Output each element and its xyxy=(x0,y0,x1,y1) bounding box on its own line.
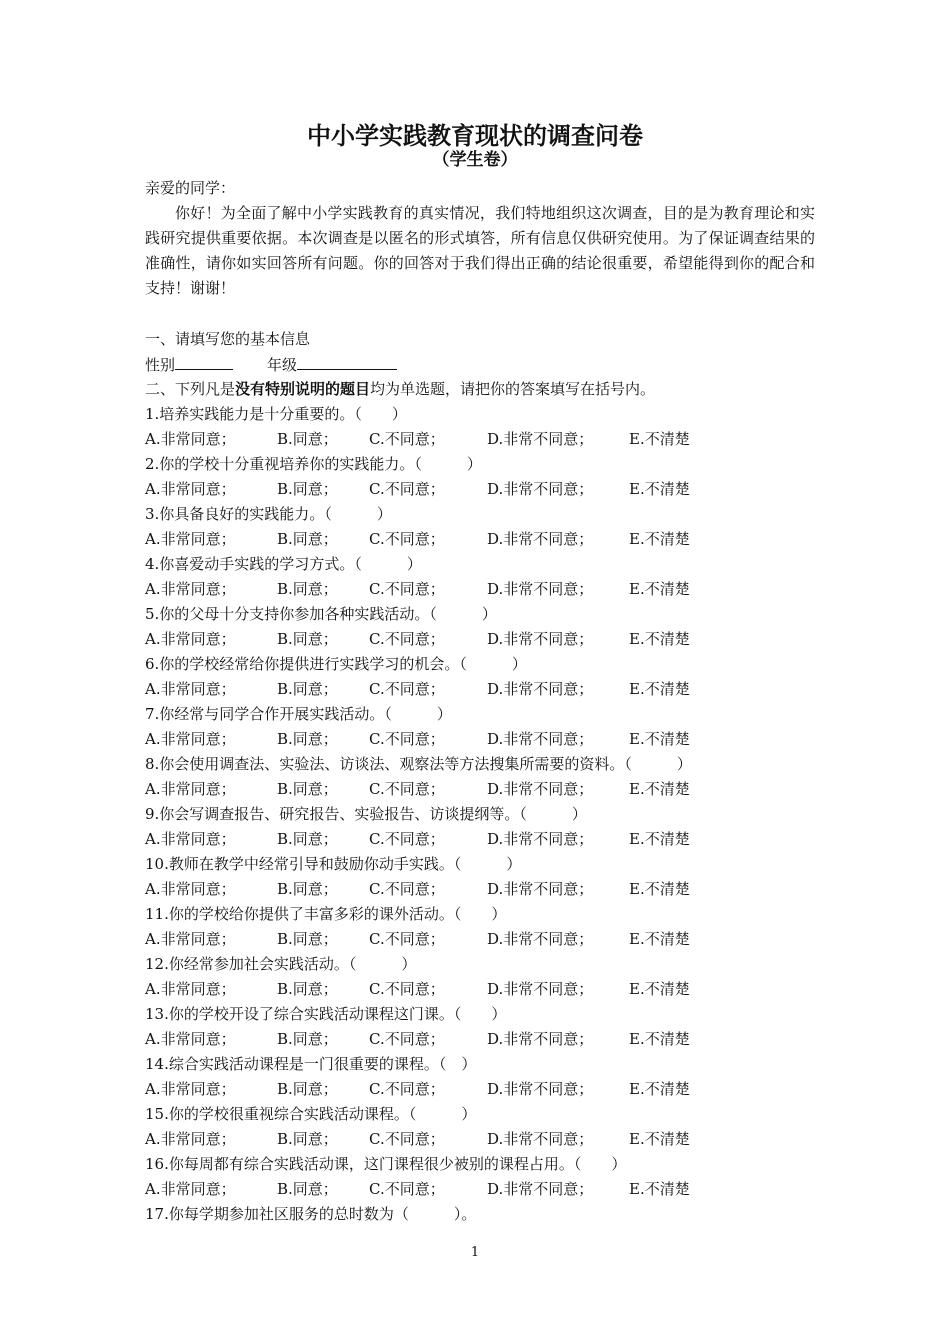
option-a: A.非常同意； xyxy=(145,630,236,648)
option-a: A.非常同意； xyxy=(145,930,236,948)
question-17: 17.你每学期参加社区服务的总时数为（ ）。 xyxy=(145,1205,477,1223)
option-a: A.非常同意； xyxy=(145,1130,236,1148)
section2-prefix: 二、下列凡是 xyxy=(145,380,236,398)
question-item: 1.培养实践能力是十分重要的。（ ） xyxy=(145,405,407,423)
options-row xyxy=(145,1077,815,1102)
options-row xyxy=(145,927,815,952)
question-item: 16.你每周都有综合实践活动课，这门课程很少被别的课程占用。（ ） xyxy=(145,1155,627,1173)
option-c: C.不同意； xyxy=(369,730,445,748)
options-row xyxy=(145,777,815,802)
option-b: B.同意； xyxy=(277,780,338,798)
option-b: B.同意； xyxy=(277,930,338,948)
option-e: E.不清楚 xyxy=(629,580,690,598)
option-d: D.非常不同意； xyxy=(487,980,594,998)
option-b: B.同意； xyxy=(277,1130,338,1148)
question-item: 3.你具备良好的实践能力。（ ） xyxy=(145,505,392,523)
option-d: D.非常不同意； xyxy=(487,1180,594,1198)
options-row xyxy=(145,627,815,652)
options-row xyxy=(145,1027,815,1052)
options-row xyxy=(145,827,815,852)
option-d: D.非常不同意； xyxy=(487,830,594,848)
page-title: 中小学实践教育现状的调查问卷 xyxy=(307,122,643,150)
page-number: 1 xyxy=(470,1245,480,1260)
option-c: C.不同意； xyxy=(369,930,445,948)
option-c: C.不同意； xyxy=(369,830,445,848)
grade-blank[interactable] xyxy=(297,352,397,370)
option-e: E.不清楚 xyxy=(629,830,690,848)
option-c: C.不同意； xyxy=(369,580,445,598)
option-b: B.同意； xyxy=(277,630,338,648)
question-item: 12.你经常参加社会实践活动。（ ） xyxy=(145,955,417,973)
option-b: B.同意； xyxy=(277,430,338,448)
option-b: B.同意； xyxy=(277,1180,338,1198)
option-c: C.不同意； xyxy=(369,1180,445,1198)
option-d: D.非常不同意； xyxy=(487,480,594,498)
question-item: 10.教师在教学中经常引导和鼓励你动手实践。（ ） xyxy=(145,855,522,873)
greeting: 亲爱的同学： xyxy=(145,179,236,197)
question-item: 11.你的学校给你提供了丰富多彩的课外活动。（ ） xyxy=(145,905,507,923)
question-item: 6.你的学校经常给你提供进行实践学习的机会。（ ） xyxy=(145,655,527,673)
question-item: 4.你喜爱动手实践的学习方式。（ ） xyxy=(145,555,422,573)
option-e: E.不清楚 xyxy=(629,430,690,448)
option-b: B.同意； xyxy=(277,830,338,848)
option-c: C.不同意； xyxy=(369,1030,445,1048)
option-d: D.非常不同意； xyxy=(487,1130,594,1148)
option-e: E.不清楚 xyxy=(629,880,690,898)
option-b: B.同意； xyxy=(277,480,338,498)
option-d: D.非常不同意； xyxy=(487,430,594,448)
option-a: A.非常同意； xyxy=(145,1080,236,1098)
option-c: C.不同意； xyxy=(369,630,445,648)
question-item: 15.你的学校很重视综合实践活动课程。（ ） xyxy=(145,1105,477,1123)
option-a: A.非常同意； xyxy=(145,1030,236,1048)
option-a: A.非常同意； xyxy=(145,530,236,548)
gender-label: 性别 xyxy=(145,356,176,374)
section1-heading: 一、请填写您的基本信息 xyxy=(145,330,311,348)
option-d: D.非常不同意； xyxy=(487,780,594,798)
option-d: D.非常不同意； xyxy=(487,680,594,698)
option-c: C.不同意； xyxy=(369,530,445,548)
question-item: 9.你会写调查报告、研究报告、实验报告、访谈提纲等。（ ） xyxy=(145,805,587,823)
page-subtitle: （学生卷） xyxy=(432,150,518,170)
option-e: E.不清楚 xyxy=(629,680,690,698)
option-a: A.非常同意； xyxy=(145,580,236,598)
option-e: E.不清楚 xyxy=(629,980,690,998)
option-c: C.不同意； xyxy=(369,780,445,798)
question-item: 8.你会使用调查法、实验法、访谈法、观察法等方法搜集所需要的资料。（ ） xyxy=(145,755,692,773)
document-body xyxy=(145,176,815,1227)
question-item: 5.你的父母十分支持你参加各种实践活动。（ ） xyxy=(145,605,497,623)
option-b: B.同意； xyxy=(277,880,338,898)
option-c: C.不同意； xyxy=(369,1080,445,1098)
options-row xyxy=(145,1177,815,1202)
option-c: C.不同意； xyxy=(369,680,445,698)
option-d: D.非常不同意； xyxy=(487,630,594,648)
option-a: A.非常同意； xyxy=(145,880,236,898)
option-e: E.不清楚 xyxy=(629,530,690,548)
option-e: E.不清楚 xyxy=(629,630,690,648)
option-c: C.不同意； xyxy=(369,880,445,898)
option-e: E.不清楚 xyxy=(629,730,690,748)
option-c: C.不同意； xyxy=(369,480,445,498)
option-e: E.不清楚 xyxy=(629,1030,690,1048)
options-row xyxy=(145,977,815,1002)
options-row xyxy=(145,577,815,602)
options-row xyxy=(145,527,815,552)
options-row xyxy=(145,877,815,902)
option-a: A.非常同意； xyxy=(145,830,236,848)
option-d: D.非常不同意； xyxy=(487,880,594,898)
options-row xyxy=(145,677,815,702)
option-a: A.非常同意； xyxy=(145,980,236,998)
option-a: A.非常同意； xyxy=(145,730,236,748)
option-e: E.不清楚 xyxy=(629,930,690,948)
option-b: B.同意； xyxy=(277,580,338,598)
option-b: B.同意； xyxy=(277,680,338,698)
option-e: E.不清楚 xyxy=(629,1080,690,1098)
option-b: B.同意； xyxy=(277,980,338,998)
section2-suffix: 均为单选题，请把你的答案填写在括号内。 xyxy=(370,380,656,398)
option-b: B.同意； xyxy=(277,730,338,748)
section2-bold: 没有特别说明的题目 xyxy=(235,380,371,398)
option-b: B.同意； xyxy=(277,1080,338,1098)
question-item: 2.你的学校十分重视培养你的实践能力。（ ） xyxy=(145,455,482,473)
option-a: A.非常同意； xyxy=(145,1180,236,1198)
option-c: C.不同意； xyxy=(369,430,445,448)
option-d: D.非常不同意； xyxy=(487,580,594,598)
question-item: 14.综合实践活动课程是一门很重要的课程。（ ） xyxy=(145,1055,477,1073)
option-e: E.不清楚 xyxy=(629,1180,690,1198)
option-b: B.同意； xyxy=(277,530,338,548)
option-e: E.不清楚 xyxy=(629,480,690,498)
intro-paragraph: 你好！为全面了解中小学实践教育的真实情况，我们特地组织这次调查，目的是为教育理论和实践研究提供重要依据。本次调查是以匿名的形式填答，所有信息仅供研究使用。为了保证调查结果的准确性，请你如实回答所有问题。你的回答对于我们得出正确的结论很重要，希望能得到你的配合和支持！谢谢！ xyxy=(145,204,815,297)
grade-label: 年级 xyxy=(267,356,298,374)
option-d: D.非常不同意； xyxy=(487,730,594,748)
option-e: E.不清楚 xyxy=(629,1130,690,1148)
question-item: 13.你的学校开设了综合实践活动课程这门课。（ ） xyxy=(145,1005,507,1023)
basic-info-row xyxy=(145,352,815,377)
option-a: A.非常同意； xyxy=(145,430,236,448)
option-a: A.非常同意； xyxy=(145,680,236,698)
option-a: A.非常同意； xyxy=(145,480,236,498)
options-row xyxy=(145,727,815,752)
option-d: D.非常不同意； xyxy=(487,1080,594,1098)
option-c: C.不同意； xyxy=(369,1130,445,1148)
option-d: D.非常不同意； xyxy=(487,930,594,948)
option-c: C.不同意； xyxy=(369,980,445,998)
option-d: D.非常不同意； xyxy=(487,1030,594,1048)
options-row xyxy=(145,1127,815,1152)
option-e: E.不清楚 xyxy=(629,780,690,798)
question-item: 7.你经常与同学合作开展实践活动。（ ） xyxy=(145,705,452,723)
options-row xyxy=(145,477,815,502)
option-b: B.同意； xyxy=(277,1030,338,1048)
options-row xyxy=(145,427,815,452)
question-list xyxy=(145,402,815,1202)
blank-line xyxy=(145,301,815,327)
option-a: A.非常同意； xyxy=(145,780,236,798)
section2-heading xyxy=(145,377,815,402)
gender-blank[interactable] xyxy=(175,352,233,370)
option-d: D.非常不同意； xyxy=(487,530,594,548)
